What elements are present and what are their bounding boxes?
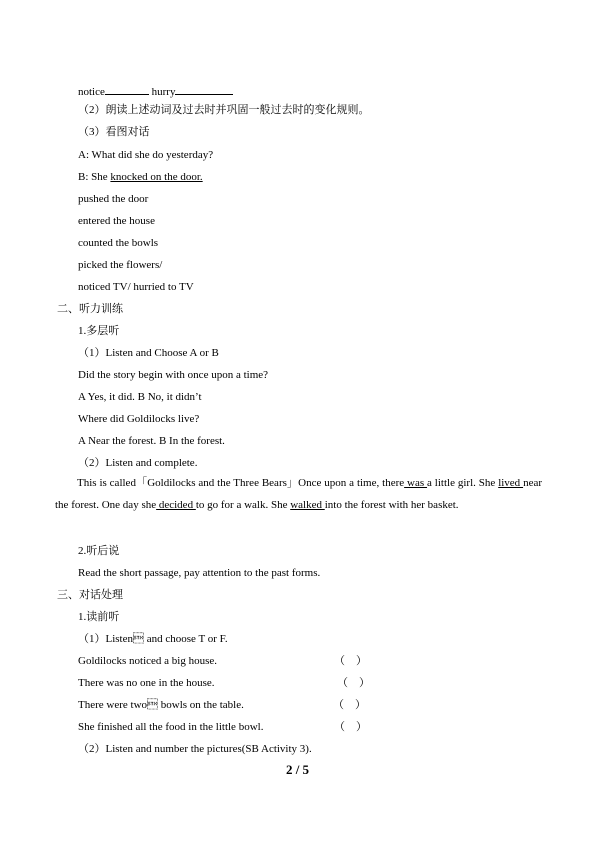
page-number: 2 / 5 [285,762,310,777]
blank-hurry [175,84,233,95]
dialogue-b [78,170,203,184]
story-text-4: to go for a walk. She [195,499,291,511]
phrase-pushed: pushed the door [78,193,149,205]
statement-3: There were two bowls on the table. [78,699,244,711]
dialogue-a: A: What did she do yesterday? [78,149,214,161]
instruction-3: （3）看图对话 [78,126,150,138]
dialogue-b-answer: knocked on the door. [110,171,203,183]
word-notice: notice [78,86,105,98]
listen-choose: （1）Listen and Choose A or B [78,347,219,359]
story-blank-walked: walked [290,499,325,511]
statement-1: Goldilocks noticed a big house. [78,655,218,667]
phrase-noticed: noticed TV/ hurried to TV [78,281,194,293]
word-hurry: hurry [148,86,176,98]
statement-4: She finished all the food in the little bowl. [78,721,264,733]
dialogue-b-prefix: B: She [78,171,111,183]
subsection-listen-speak: 2.听后说 [78,545,120,557]
listen-true-false: （1）Listen and choose T or F. [78,633,228,645]
answer-bracket-4[interactable]: （ ） [334,721,367,733]
story-paragraph [55,472,542,516]
question-2: Where did Goldilocks live? [78,413,200,425]
phrase-picked: picked the flowers/ [78,259,163,271]
story-blank-decided: decided [156,499,196,511]
statement-2: There was no one in the house. [78,677,215,689]
answer-2: A Near the forest. B In the forest. [78,435,225,447]
story-blank-lived: lived [498,477,524,489]
section-two-heading: 二、听力训练 [57,303,123,315]
read-passage: Read the short passage, pay attention to the past forms. [78,567,321,579]
story-text-3: near the forest. One day she [55,477,543,511]
subsection-pre-reading: 1.读前听 [78,611,120,623]
listen-complete: （2）Listen and complete. [78,457,198,469]
answer-1: A Yes, it did. B No, it didn’t [78,391,202,403]
vocab-line [78,84,233,99]
question-1: Did the story begin with once upon a time? [78,369,269,381]
answer-bracket-3[interactable]: （ ） [333,699,366,711]
answer-bracket-2[interactable]: （ ） [337,677,370,689]
instruction-2: （2）朗读上述动词及过去时并巩固一般过去时的变化规则。 [78,104,370,116]
listen-number: （2）Listen and number the pictures(SB Activity 3). [78,743,312,755]
answer-bracket-1[interactable]: （ ） [334,655,367,667]
phrase-counted: counted the bowls [78,237,159,249]
story-text-2: a little girl. She [427,477,499,489]
blank-notice [105,84,149,95]
phrase-entered: entered the house [78,215,155,227]
section-three-heading: 三、对话处理 [57,589,123,601]
story-blank-was: was [404,477,428,489]
story-text-1: This is called「Goldilocks and the Three Bears」Once upon a time, there [77,477,405,489]
subsection-multilayer: 1.多层听 [78,325,120,337]
story-text-5: into the forest with her basket. [324,499,459,511]
